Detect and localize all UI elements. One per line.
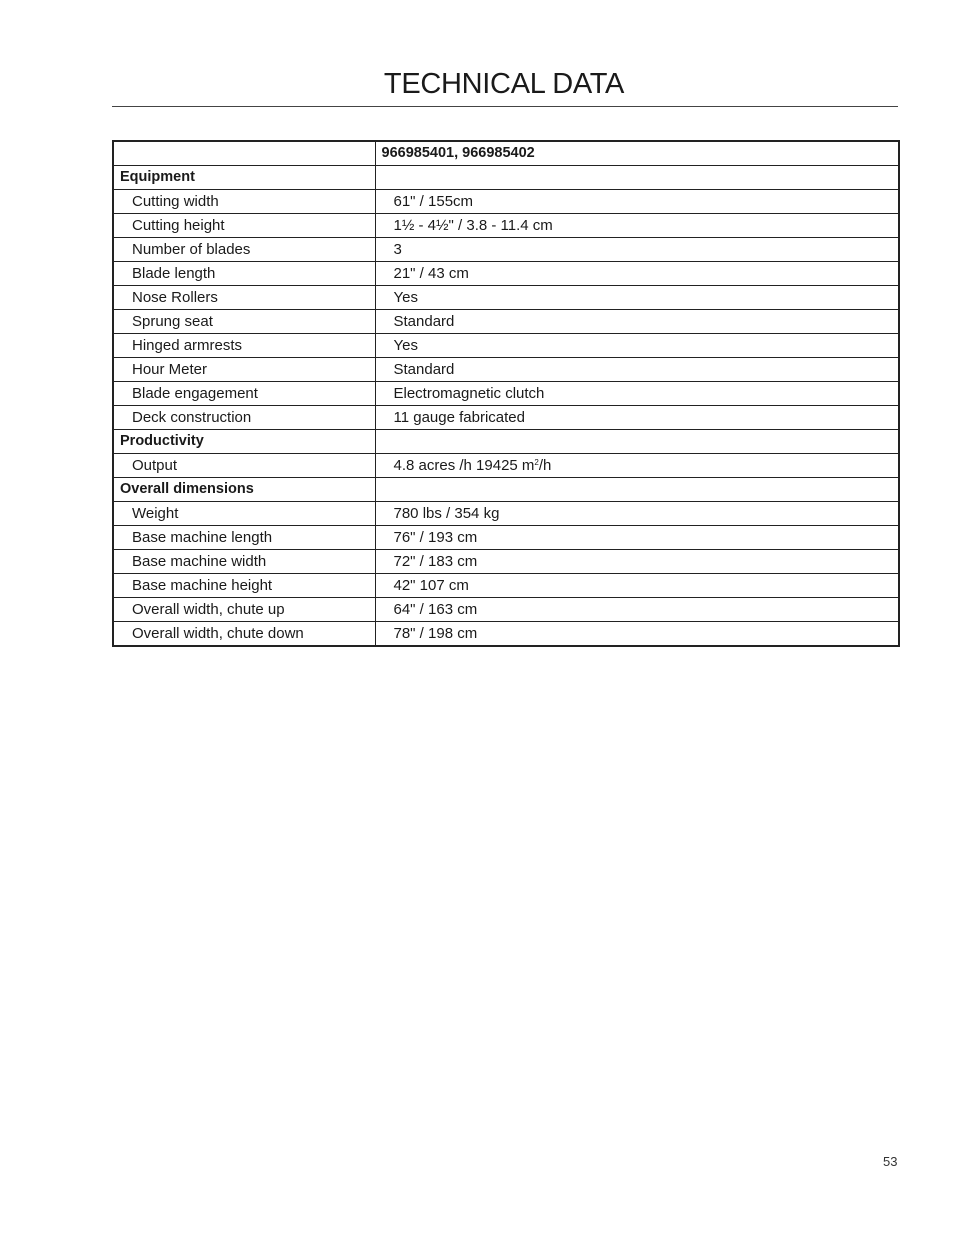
section-title: Productivity	[113, 430, 375, 454]
spec-value: 780 lbs / 354 kg	[375, 502, 899, 526]
spec-label: Blade engagement	[113, 382, 375, 406]
spec-value: 1½ - 4½" / 3.8 - 11.4 cm	[375, 214, 899, 238]
table-row	[113, 334, 899, 358]
title-divider	[112, 106, 898, 107]
spec-label: Number of blades	[113, 238, 375, 262]
spec-label: Output	[113, 454, 375, 478]
output-value-prefix: 4.8 acres /h 19425 m	[393, 457, 535, 474]
table-row	[113, 574, 899, 598]
output-value-superscript: 2	[534, 458, 539, 467]
spec-label: Hinged armrests	[113, 334, 375, 358]
table-row	[113, 262, 899, 286]
table-row	[113, 622, 899, 647]
spec-label: Sprung seat	[113, 310, 375, 334]
spec-value: 72" / 183 cm	[375, 550, 899, 574]
spec-value	[375, 454, 899, 478]
page-number: 53	[883, 1154, 898, 1169]
spec-value: 78" / 198 cm	[375, 622, 899, 647]
table-row	[113, 550, 899, 574]
table-row	[113, 238, 899, 262]
table-header-row	[113, 141, 899, 166]
spec-label: Hour Meter	[113, 358, 375, 382]
spec-value: Yes	[375, 286, 899, 310]
header-empty-cell	[113, 141, 375, 166]
section-row-overall-dimensions	[113, 478, 899, 502]
spec-label: Base machine length	[113, 526, 375, 550]
table-row	[113, 454, 899, 478]
spec-label: Overall width, chute down	[113, 622, 375, 647]
spec-value: 21" / 43 cm	[375, 262, 899, 286]
section-title: Equipment	[113, 166, 375, 190]
spec-value: 42" 107 cm	[375, 574, 899, 598]
section-title: Overall dimensions	[113, 478, 375, 502]
spec-value: Yes	[375, 334, 899, 358]
spec-value: Electromagnetic clutch	[375, 382, 899, 406]
spec-value: 11 gauge fabricated	[375, 406, 899, 430]
table-row	[113, 358, 899, 382]
spec-value: 64" / 163 cm	[375, 598, 899, 622]
table-row	[113, 382, 899, 406]
table-row	[113, 310, 899, 334]
spec-label: Blade length	[113, 262, 375, 286]
table-row	[113, 286, 899, 310]
technical-data-table	[112, 140, 900, 647]
spec-value: 76" / 193 cm	[375, 526, 899, 550]
spec-label: Nose Rollers	[113, 286, 375, 310]
spec-label: Deck construction	[113, 406, 375, 430]
spec-label: Cutting height	[113, 214, 375, 238]
section-row-productivity	[113, 430, 899, 454]
spec-value: Standard	[375, 358, 899, 382]
model-numbers: 966985401, 966985402	[375, 141, 899, 166]
table-row	[113, 502, 899, 526]
table-row	[113, 598, 899, 622]
section-row-equipment	[113, 166, 899, 190]
page-title: TECHNICAL DATA	[383, 68, 625, 100]
spec-value: 61" / 155cm	[375, 190, 899, 214]
spec-label: Cutting width	[113, 190, 375, 214]
table-row	[113, 406, 899, 430]
spec-value: 3	[375, 238, 899, 262]
table-row	[113, 526, 899, 550]
spec-label: Base machine width	[113, 550, 375, 574]
spec-label: Weight	[113, 502, 375, 526]
spec-label: Overall width, chute up	[113, 598, 375, 622]
spec-label: Base machine height	[113, 574, 375, 598]
table-row	[113, 190, 899, 214]
output-value-suffix: /h	[538, 457, 552, 474]
table-row	[113, 214, 899, 238]
spec-value: Standard	[375, 310, 899, 334]
